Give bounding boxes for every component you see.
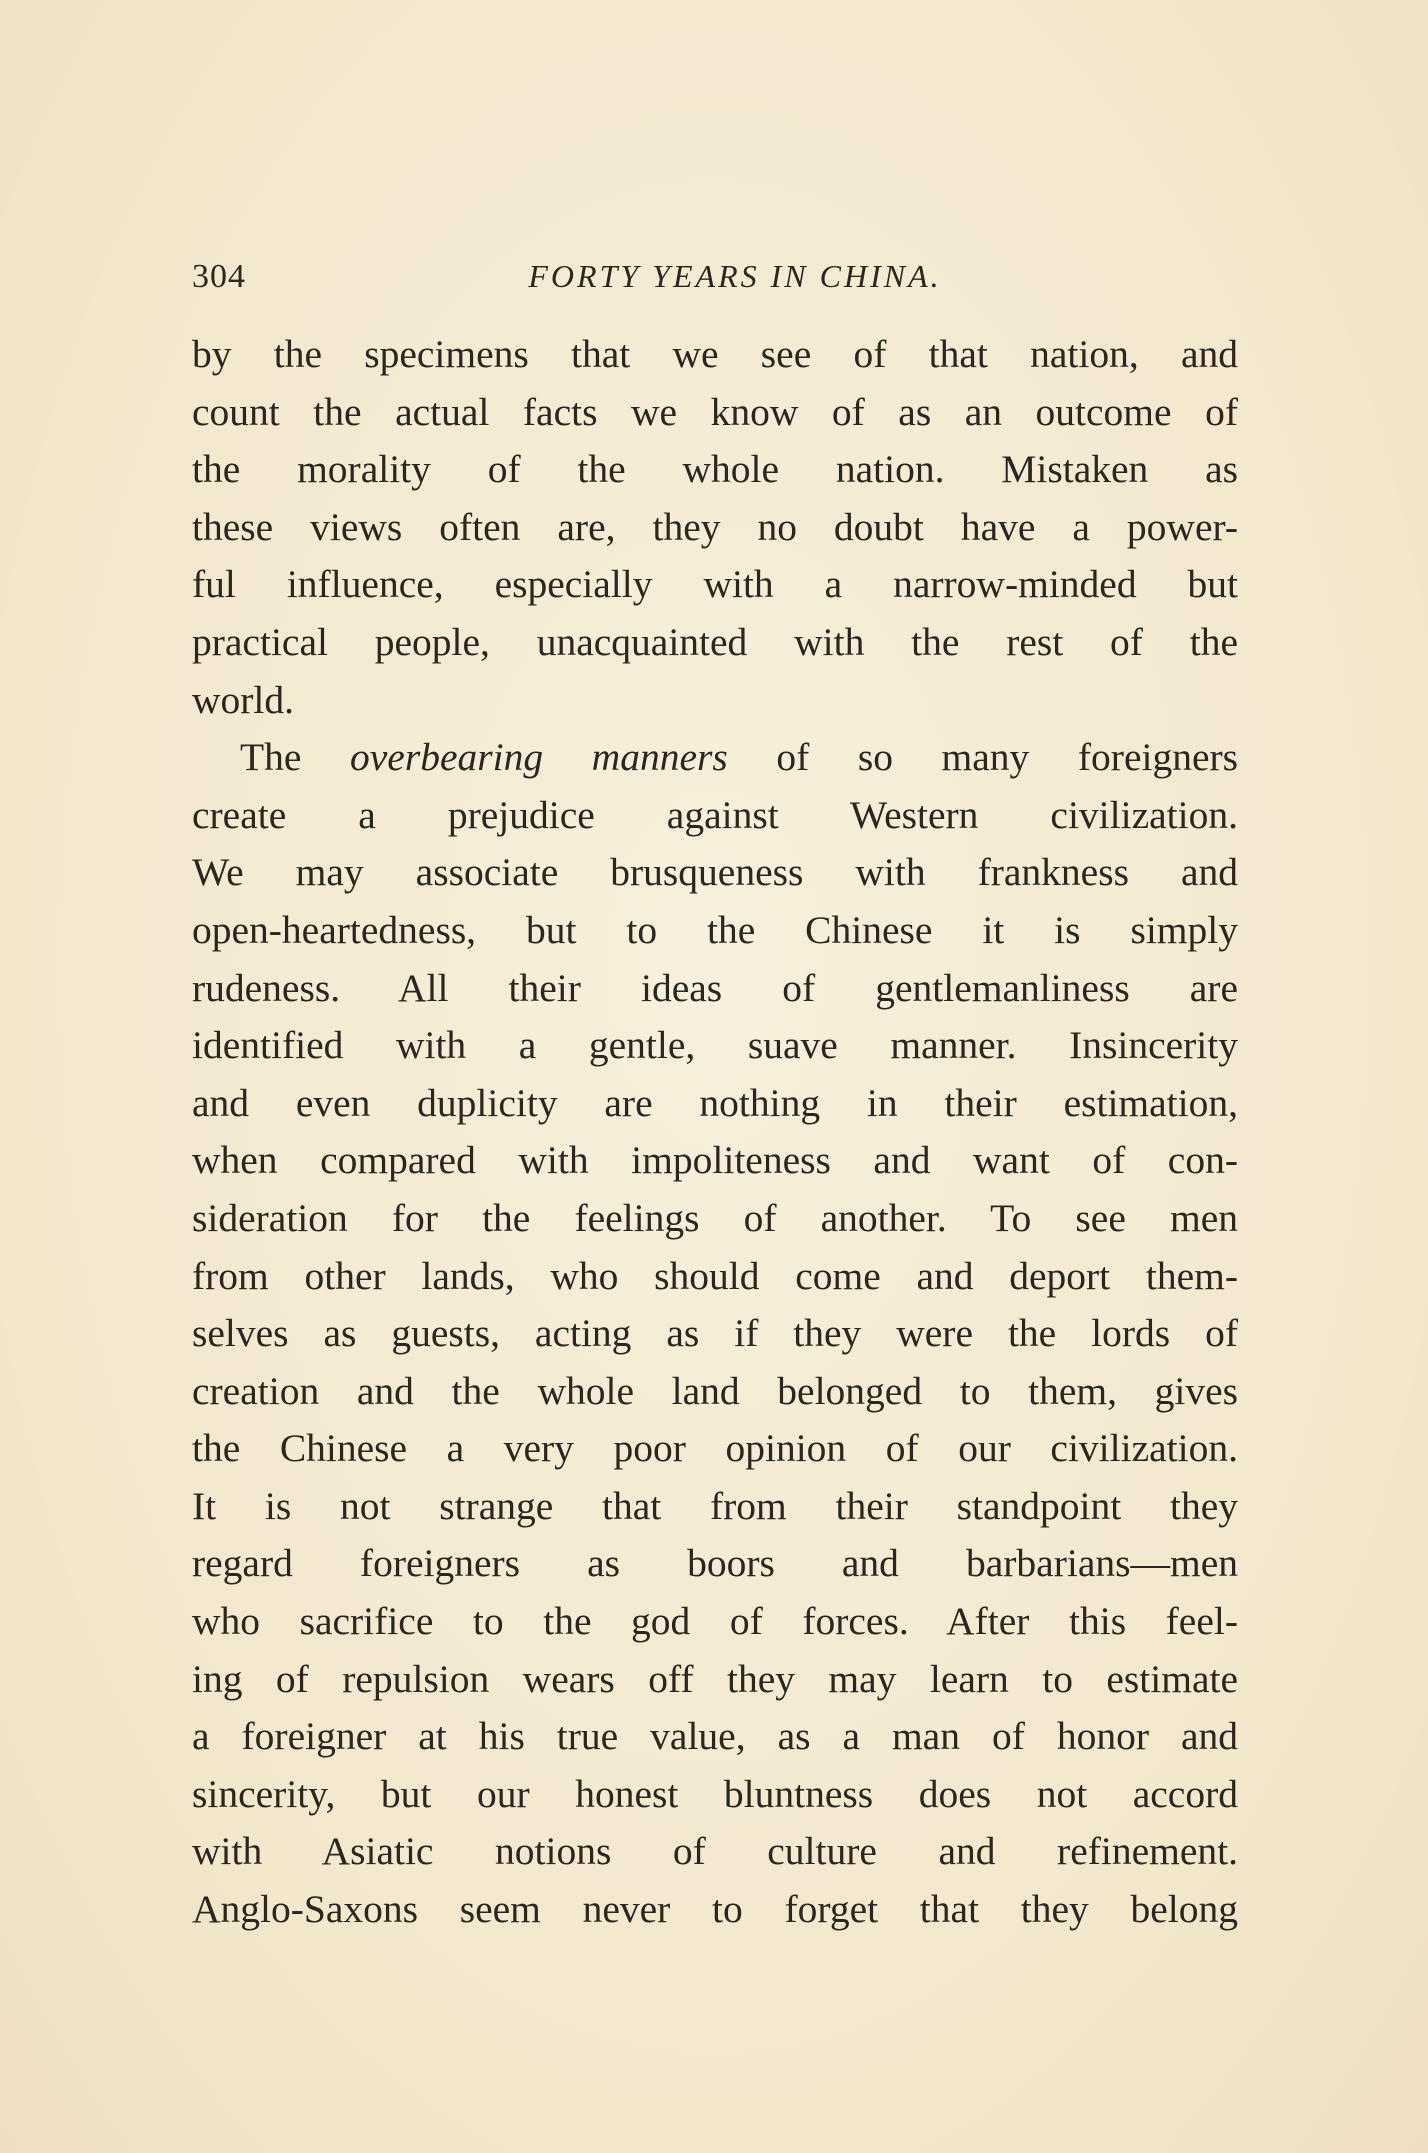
text-segment: creation and the whole land belonged to them, gives bbox=[192, 1368, 1238, 1413]
text-segment: and even duplicity are nothing in their estimation, bbox=[192, 1080, 1238, 1125]
text-line bbox=[192, 556, 1238, 614]
text-segment: the morality of the whole nation. Mistaken as bbox=[192, 447, 1238, 492]
text-line bbox=[192, 1708, 1238, 1766]
text-segment: world. bbox=[192, 677, 295, 722]
text-line bbox=[192, 1132, 1238, 1190]
text-segment: of so many foreigners bbox=[727, 735, 1239, 780]
text-segment: count the actual facts we know of as an outcome of bbox=[192, 389, 1238, 434]
text-line bbox=[192, 1017, 1238, 1075]
text-segment: sideration for the feelings of another. To see men bbox=[192, 1195, 1238, 1240]
text-segment: selves as guests, acting as if they were the lords of bbox=[192, 1311, 1238, 1356]
text-line bbox=[192, 1651, 1238, 1709]
text-line bbox=[192, 729, 1238, 787]
text-segment: regard foreigners as boors and barbarians—men bbox=[192, 1541, 1238, 1586]
text-segment: Anglo-Saxons seem never to forget that they belong bbox=[192, 1887, 1238, 1932]
text-line bbox=[192, 499, 1238, 557]
text-line bbox=[192, 384, 1238, 442]
text-segment: The bbox=[240, 735, 351, 780]
text-line bbox=[192, 844, 1238, 902]
text-segment: from other lands, who should come and deport them- bbox=[192, 1253, 1238, 1298]
text-segment: open-heartedness, but to the Chinese it is simply bbox=[192, 907, 1238, 952]
text-line bbox=[192, 1823, 1238, 1881]
text-line bbox=[192, 1478, 1238, 1536]
text-line bbox=[192, 902, 1238, 960]
text-line bbox=[192, 1363, 1238, 1421]
text-line bbox=[192, 614, 1238, 672]
text-line bbox=[192, 1766, 1238, 1824]
text-segment: with Asiatic notions of culture and refinement. bbox=[192, 1829, 1238, 1874]
text-segment: rudeness. All their ideas of gentlemanliness are bbox=[192, 965, 1238, 1010]
text-line bbox=[192, 960, 1238, 1018]
page-number: 304 bbox=[192, 258, 246, 295]
text-segment: ing of repulsion wears off they may learn to estimate bbox=[192, 1656, 1238, 1701]
text-line bbox=[192, 326, 1238, 384]
text-line bbox=[192, 1535, 1238, 1593]
text-segment: who sacrifice to the god of forces. After this feel- bbox=[192, 1599, 1238, 1644]
text-line bbox=[192, 787, 1238, 845]
text-line bbox=[192, 672, 1238, 730]
text-line bbox=[192, 1248, 1238, 1306]
running-title: FORTY YEARS IN CHINA. bbox=[528, 258, 942, 294]
text-segment: when compared with impoliteness and want of con- bbox=[192, 1138, 1238, 1183]
text-segment: It is not strange that from their standpoint they bbox=[192, 1483, 1238, 1528]
text-segment: these views often are, they no doubt have a power- bbox=[192, 504, 1238, 549]
text-segment: create a prejudice against Western civilization. bbox=[192, 792, 1238, 837]
text-line bbox=[192, 1420, 1238, 1478]
text-segment: ful influence, especially with a narrow-minded but bbox=[192, 562, 1238, 607]
text-line bbox=[192, 1305, 1238, 1363]
text-segment: identified with a gentle, suave manner. Insincerity bbox=[192, 1023, 1238, 1068]
text-segment: practical people, unacquainted with the rest of the bbox=[192, 619, 1238, 664]
text-segment: by the specimens that we see of that nation, and bbox=[192, 332, 1238, 376]
text-line bbox=[192, 1593, 1238, 1651]
text-line bbox=[192, 1190, 1238, 1248]
body-text bbox=[192, 326, 1238, 1939]
text-line bbox=[192, 1881, 1238, 1939]
text-segment: the Chinese a very poor opinion of our civilization. bbox=[192, 1426, 1238, 1471]
text-segment: a foreigner at his true value, as a man of honor and bbox=[192, 1714, 1238, 1759]
page-header bbox=[192, 258, 1238, 308]
italic-phrase: overbearing manners bbox=[350, 735, 728, 780]
text-line bbox=[192, 1075, 1238, 1133]
text-segment: sincerity, but our honest bluntness does not accord bbox=[192, 1771, 1238, 1816]
text-segment: We may associate brusqueness with frankness and bbox=[192, 850, 1238, 895]
text-line bbox=[192, 441, 1238, 499]
